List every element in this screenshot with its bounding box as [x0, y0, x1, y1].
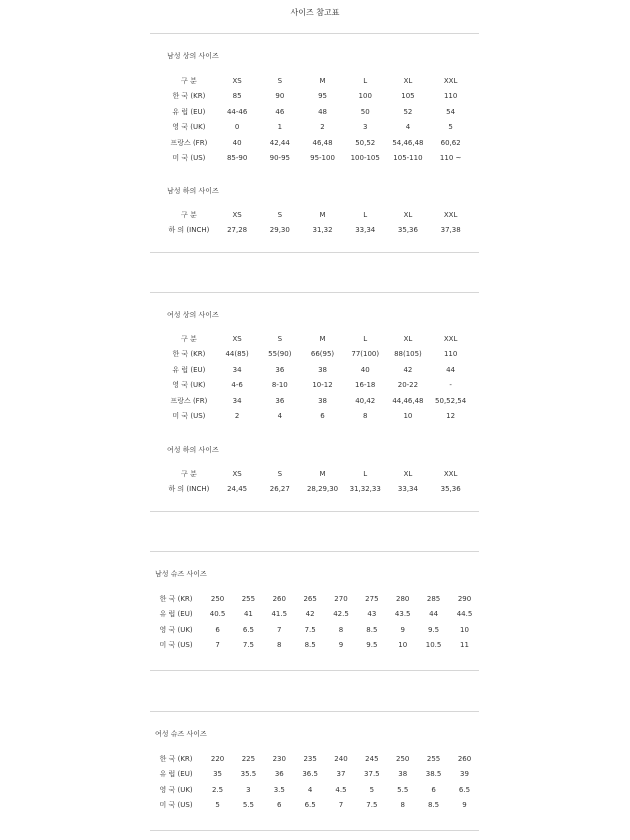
divider [150, 33, 479, 34]
divider [150, 292, 479, 293]
size-value-cell: 37 [336, 770, 346, 779]
size-value-cell: 36 [275, 365, 285, 374]
table-row [162, 151, 472, 167]
size-value-cell: 38 [318, 396, 327, 405]
size-value-cell: 40,42 [355, 396, 376, 405]
size-value-cell: 7 [215, 641, 220, 650]
size-value-cell: - [449, 381, 452, 390]
size-value-cell: XL [403, 76, 413, 85]
row-label-cell: 미 국 (US) [159, 641, 193, 650]
size-value-cell: 245 [365, 754, 379, 763]
table-row [162, 89, 472, 105]
row-label-cell: 영 국 (UK) [172, 381, 206, 390]
size-value-cell: 7.5 [242, 641, 254, 650]
table-row [162, 223, 472, 239]
row-label-cell: 구 분 [181, 334, 197, 343]
size-value-cell: 4 [277, 412, 283, 421]
size-value-cell: 24,45 [227, 485, 248, 494]
row-label-cell: 구 분 [181, 469, 197, 478]
size-value-cell: 46 [275, 107, 285, 116]
size-value-cell: 225 [241, 754, 256, 763]
size-value-cell: 110 [443, 350, 458, 359]
size-value-cell: 235 [303, 754, 317, 763]
size-value-cell: 8 [400, 801, 405, 810]
row-label-cell: 프랑스 (FR) [170, 396, 208, 405]
size-value-cell: 250 [396, 754, 410, 763]
size-value-cell: 6.5 [242, 625, 254, 634]
size-value-cell: 35.5 [240, 770, 257, 779]
row-label-cell: 미 국 (US) [172, 154, 206, 163]
size-value-cell: 52 [403, 107, 413, 116]
size-value-cell: 8 [338, 625, 344, 634]
section-title-mens-bottom: 남성 하의 사이즈 [167, 187, 219, 195]
table-row [162, 120, 472, 136]
table-row [150, 798, 480, 814]
size-value-cell: 44.5 [456, 610, 473, 619]
size-value-cell: M [319, 76, 326, 85]
table-row [162, 73, 472, 89]
size-value-cell: 42.5 [333, 610, 349, 619]
table-row [150, 622, 480, 638]
size-value-cell: 9.5 [428, 625, 440, 634]
size-value-cell: 85-90 [226, 154, 248, 163]
size-value-cell: 36 [275, 396, 285, 405]
size-value-cell: XS [232, 469, 242, 478]
size-value-cell: 8.5 [428, 801, 440, 810]
section-title-womens-top: 여성 상의 사이즈 [167, 311, 219, 319]
size-value-cell: 44 [429, 610, 439, 619]
size-value-cell: 3 [362, 123, 368, 132]
size-value-cell: 33,34 [397, 485, 418, 494]
size-value-cell: 54,46,48 [392, 138, 424, 147]
size-value-cell: M [319, 334, 326, 343]
size-value-cell: XXL [443, 334, 458, 343]
size-value-cell: 16-18 [355, 381, 376, 390]
size-value-cell: 3 [246, 785, 251, 794]
womens-bottom-size-table [162, 466, 472, 497]
size-value-cell: 110 ~ [439, 154, 462, 163]
row-label-cell: 유 럽 (EU) [159, 610, 193, 619]
size-value-cell: 275 [365, 594, 379, 603]
size-value-cell: 38.5 [425, 770, 442, 779]
size-value-cell: 38 [318, 365, 327, 374]
size-value-cell: 255 [241, 594, 256, 603]
size-value-cell: 28,29,30 [306, 485, 339, 494]
size-value-cell: 5 [448, 123, 453, 132]
size-value-cell: 8 [277, 641, 282, 650]
size-value-cell: 41.5 [271, 610, 288, 619]
size-value-cell: 280 [396, 594, 410, 603]
size-value-cell: XXL [443, 76, 458, 85]
size-value-cell: 38 [398, 770, 408, 779]
size-value-cell: 40 [360, 365, 370, 374]
table-row [150, 751, 480, 767]
size-value-cell: 110 [443, 92, 458, 101]
size-value-cell: 8.5 [366, 625, 378, 634]
table-row [150, 767, 480, 783]
size-value-cell: S [277, 334, 283, 343]
size-value-cell: XL [403, 334, 413, 343]
table-row [162, 362, 472, 378]
size-value-cell: 39 [460, 770, 469, 779]
size-value-cell: 9.5 [366, 641, 378, 650]
table-row [162, 393, 472, 409]
row-label-cell: 미 국 (US) [172, 412, 206, 421]
size-value-cell: 50 [360, 107, 370, 116]
size-value-cell: 26,27 [269, 485, 290, 494]
size-value-cell: 8-10 [271, 381, 288, 390]
row-label-cell: 유 럽 (EU) [172, 107, 206, 116]
row-label-cell: 한 국 (KR) [159, 594, 193, 603]
size-value-cell: 50,52,54 [435, 396, 467, 405]
mens-top-size-table [162, 73, 472, 166]
size-value-cell: XS [232, 334, 242, 343]
size-value-cell: 4-6 [231, 381, 243, 390]
size-value-cell: XXL [443, 210, 458, 219]
row-label-cell: 영 국 (UK) [172, 123, 206, 132]
size-value-cell: 8.5 [304, 641, 316, 650]
size-value-cell: XXL [443, 469, 458, 478]
table-row [150, 607, 480, 623]
table-row [162, 347, 472, 363]
size-value-cell: XL [403, 469, 413, 478]
size-value-cell: 105 [401, 92, 415, 101]
row-label-cell: 영 국 (UK) [159, 785, 193, 794]
size-value-cell: 90 [275, 92, 285, 101]
size-value-cell: 4.5 [335, 785, 347, 794]
size-value-cell: 37.5 [364, 770, 380, 779]
size-value-cell: 66(95) [310, 350, 335, 359]
divider [150, 511, 479, 512]
size-value-cell: 35,36 [397, 226, 418, 235]
size-value-cell: 37,38 [440, 226, 461, 235]
divider [150, 252, 479, 253]
size-value-cell: 44-46 [226, 107, 248, 116]
size-value-cell: 44 [446, 365, 456, 374]
row-label-cell: 영 국 (UK) [159, 625, 193, 634]
womens-top-size-table [162, 331, 472, 424]
size-value-cell: 60,62 [440, 138, 461, 147]
size-value-cell: 6 [215, 625, 220, 634]
table-row [150, 638, 480, 654]
size-value-cell: 285 [426, 594, 441, 603]
size-value-cell: 260 [457, 754, 472, 763]
table-row [162, 482, 472, 498]
section-title-mens-shoes: 남성 슈즈 사이즈 [155, 570, 207, 578]
size-value-cell: 1 [277, 123, 283, 132]
size-value-cell: 5.5 [397, 785, 409, 794]
row-label-cell: 한 국 (KR) [172, 350, 206, 359]
size-value-cell: 31,32 [312, 226, 333, 235]
size-value-cell: 9 [462, 801, 467, 810]
size-value-cell: 29,30 [269, 226, 290, 235]
row-label-cell: 한 국 (KR) [159, 754, 193, 763]
size-value-cell: 41 [243, 610, 253, 619]
size-value-cell: 35,36 [440, 485, 461, 494]
size-value-cell: 85 [232, 92, 242, 101]
size-value-cell: 4 [405, 123, 411, 132]
size-value-cell: S [277, 76, 283, 85]
size-value-cell: 7 [338, 801, 344, 810]
size-value-cell: 43 [367, 610, 377, 619]
table-row [162, 378, 472, 394]
size-value-cell: 100 [358, 92, 372, 101]
section-title-mens-top: 남성 상의 사이즈 [167, 52, 219, 60]
table-row [162, 409, 472, 425]
size-value-cell: L [363, 210, 368, 219]
size-value-cell: 11 [460, 641, 469, 650]
size-value-cell: L [363, 76, 368, 85]
size-value-cell: 5.5 [242, 801, 254, 810]
size-value-cell: 44,46,48 [392, 396, 424, 405]
size-value-cell: 90-95 [269, 154, 290, 163]
size-value-cell: 105-110 [393, 154, 423, 163]
size-value-cell: 95-100 [310, 154, 335, 163]
divider [150, 711, 479, 712]
size-value-cell: 6.5 [458, 785, 471, 794]
size-value-cell: 10 [460, 625, 469, 634]
table-row [162, 207, 472, 223]
size-value-cell: 40 [232, 138, 242, 147]
size-value-cell: 6 [431, 785, 436, 794]
size-value-cell: 250 [210, 594, 225, 603]
size-value-cell: 33,34 [355, 226, 376, 235]
size-value-cell: 7.5 [304, 625, 316, 634]
size-value-cell: 55(90) [268, 350, 292, 359]
table-row [162, 331, 472, 347]
size-value-cell: 43.5 [394, 610, 411, 619]
mens-shoes-size-table [150, 591, 480, 653]
table-row [162, 135, 472, 151]
size-value-cell: 40.5 [209, 610, 226, 619]
size-value-cell: 12 [446, 412, 456, 421]
size-value-cell: 44(85) [225, 350, 249, 359]
size-value-cell: 10 [398, 641, 408, 650]
table-row [162, 104, 472, 120]
table-row [150, 782, 480, 798]
size-value-cell: 31,32,33 [349, 485, 381, 494]
size-value-cell: 95 [318, 92, 327, 101]
size-value-cell: 77(100) [351, 350, 380, 359]
size-value-cell: 8 [362, 412, 368, 421]
womens-shoes-size-table [150, 751, 480, 813]
size-value-cell: 0 [234, 123, 240, 132]
table-row [150, 591, 480, 607]
size-value-cell: 2.5 [211, 785, 224, 794]
size-value-cell: 9 [338, 641, 344, 650]
size-value-cell: 5 [369, 785, 375, 794]
size-value-cell: L [363, 469, 368, 478]
size-value-cell: 34 [232, 365, 242, 374]
size-value-cell: 5 [215, 801, 220, 810]
row-label-cell: 구 분 [181, 210, 197, 219]
divider [150, 670, 479, 671]
size-value-cell: 10-12 [312, 381, 333, 390]
page-title: 사이즈 참고표 [290, 8, 340, 17]
size-value-cell: 6 [277, 801, 282, 810]
row-label-cell: 유 럽 (EU) [172, 365, 206, 374]
size-value-cell: 2 [234, 412, 240, 421]
size-value-cell: 48 [318, 107, 327, 116]
table-row [162, 466, 472, 482]
size-value-cell: 270 [334, 594, 348, 603]
size-value-cell: 240 [334, 754, 348, 763]
size-value-cell: 42 [403, 365, 413, 374]
divider [150, 830, 479, 831]
size-value-cell: M [319, 210, 326, 219]
size-value-cell: S [277, 210, 283, 219]
row-label-cell: 하 의 (INCH) [168, 226, 210, 235]
size-value-cell: 42,44 [269, 138, 290, 147]
size-value-cell: 230 [272, 754, 286, 763]
size-value-cell: 9 [400, 625, 405, 634]
size-value-cell: 35 [213, 770, 223, 779]
divider [150, 551, 479, 552]
size-value-cell: 36.5 [302, 770, 318, 779]
size-value-cell: M [319, 469, 326, 478]
size-value-cell: 36 [274, 770, 284, 779]
size-value-cell: 20-22 [397, 381, 419, 390]
size-value-cell: 100-105 [350, 154, 380, 163]
size-value-cell: 6.5 [304, 801, 316, 810]
size-value-cell: 10 [403, 412, 413, 421]
row-label-cell: 구 분 [181, 76, 197, 85]
row-label-cell: 하 의 (INCH) [168, 485, 210, 494]
size-value-cell: 10.5 [425, 641, 442, 650]
size-value-cell: 34 [232, 396, 242, 405]
size-value-cell: 3.5 [273, 785, 285, 794]
section-title-womens-shoes: 여성 슈즈 사이즈 [155, 730, 207, 738]
row-label-cell: 유 럽 (EU) [159, 770, 193, 779]
mens-bottom-size-table [162, 207, 472, 238]
size-value-cell: 88(105) [394, 350, 422, 359]
size-value-cell: 6 [320, 412, 325, 421]
size-value-cell: 255 [426, 754, 441, 763]
size-value-cell: 2 [320, 123, 325, 132]
size-value-cell: 220 [210, 754, 225, 763]
size-value-cell: 50,52 [355, 138, 376, 147]
size-value-cell: 7.5 [366, 801, 378, 810]
size-value-cell: XS [232, 76, 242, 85]
size-value-cell: 54 [446, 107, 456, 116]
size-value-cell: 265 [303, 594, 317, 603]
row-label-cell: 프랑스 (FR) [170, 138, 208, 147]
size-value-cell: 290 [457, 594, 472, 603]
size-value-cell: 7 [277, 625, 282, 634]
size-value-cell: 46,48 [312, 138, 333, 147]
section-title-womens-bottom: 여성 하의 사이즈 [167, 446, 219, 454]
size-value-cell: 42 [305, 610, 315, 619]
size-value-cell: 27,28 [227, 226, 248, 235]
size-value-cell: L [363, 334, 368, 343]
row-label-cell: 한 국 (KR) [172, 92, 206, 101]
size-value-cell: XS [232, 210, 242, 219]
size-value-cell: 4 [307, 785, 313, 794]
size-value-cell: S [277, 469, 283, 478]
size-value-cell: XL [403, 210, 413, 219]
size-value-cell: 260 [272, 594, 286, 603]
row-label-cell: 미 국 (US) [159, 801, 193, 810]
